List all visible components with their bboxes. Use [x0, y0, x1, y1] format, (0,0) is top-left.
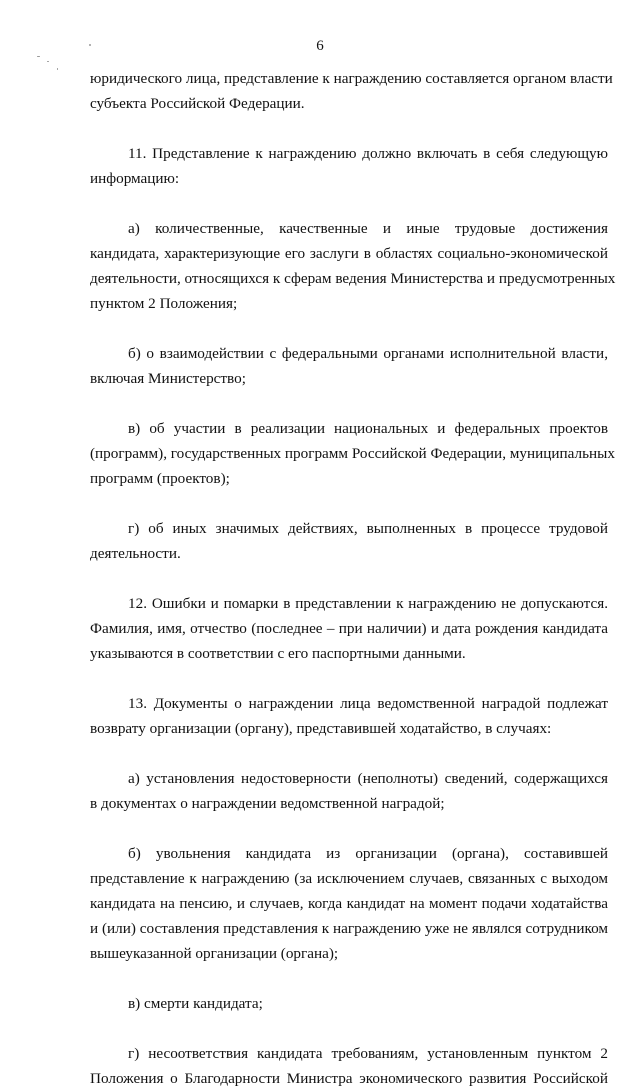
- text-line: вышеуказанной организации (органа);: [90, 945, 339, 962]
- text-line: 12. Ошибки и помарки в представлении к награждению не допускаются.: [128, 595, 608, 612]
- text-line: деятельности, относящихся к сферам ведения Министерства и предусмотренных: [90, 270, 616, 287]
- text-line: (программ), государственных программ Российской Федерации, муниципальных: [90, 445, 615, 462]
- text-line: г) несоответствия кандидата требованиям, установленным пунктом 2: [128, 1045, 608, 1062]
- scan-speck: [47, 61, 49, 62]
- text-line: включая Министерство;: [90, 370, 246, 387]
- text-line: юридического лица, представление к награждению составляется органом власти: [90, 70, 613, 87]
- paragraph-gap: [90, 741, 608, 766]
- text-line: указываются в соответствии с его паспортными данными.: [90, 645, 466, 662]
- text-line: кандидата, характеризующие его заслуги в областях социально-экономической: [90, 245, 608, 262]
- scan-speck: [57, 68, 58, 70]
- scan-speck: [37, 56, 40, 57]
- paragraph-gap: [90, 391, 608, 416]
- text-line: Положения о Благодарности Министра экономического развития Российской: [90, 1070, 608, 1087]
- page-number: 6: [316, 38, 324, 54]
- paragraph-gap: [90, 191, 608, 216]
- text-line: программ (проектов);: [90, 470, 230, 487]
- paragraph-gap: [90, 816, 608, 841]
- paragraph-gap: [90, 966, 608, 991]
- text-line: в документах о награждении ведомственной наградой;: [90, 795, 445, 812]
- text-line: а) установления недостоверности (неполноты) сведений, содержащихся: [128, 770, 608, 787]
- text-line: а) количественные, качественные и иные трудовые достижения: [128, 220, 608, 237]
- text-line: информацию:: [90, 170, 180, 187]
- text-line: представление к награждению (за исключением случаев, связанных с выходом: [90, 870, 608, 887]
- paragraph-gap: [90, 116, 608, 141]
- paragraph-gap: [90, 491, 608, 516]
- paragraph-gap: [90, 666, 608, 691]
- text-line: б) о взаимодействии с федеральными органами исполнительной власти,: [128, 345, 608, 362]
- text-line: субъекта Российской Федерации.: [90, 95, 305, 112]
- text-line: кандидата на пенсию, и случаев, когда кандидат на момент подачи ходатайства: [90, 895, 608, 912]
- text-line: в) об участии в реализации национальных и федеральных проектов: [128, 420, 608, 437]
- text-line: возврату организации (органу), представившей ходатайство, в случаях:: [90, 720, 552, 737]
- text-line: деятельности.: [90, 545, 181, 562]
- text-line: Фамилия, имя, отчество (последнее – при наличии) и дата рождения кандидата: [90, 620, 608, 637]
- text-line: пунктом 2 Положения;: [90, 295, 238, 312]
- text-line: 13. Документы о награждении лица ведомственной наградой подлежат: [128, 695, 608, 712]
- scan-speck: [89, 44, 91, 46]
- text-line: г) об иных значимых действиях, выполненных в процессе трудовой: [128, 520, 608, 537]
- text-line: б) увольнения кандидата из организации (органа), составившей: [128, 845, 608, 862]
- paragraph-gap: [90, 566, 608, 591]
- text-line: 11. Представление к награждению должно включать в себя следующую: [128, 145, 608, 162]
- paragraph-gap: [90, 316, 608, 341]
- text-line: в) смерти кандидата;: [128, 995, 263, 1012]
- text-line: и (или) составления представления к награждению уже не являлся сотрудником: [90, 920, 608, 937]
- paragraph-gap: [90, 1016, 608, 1041]
- document-body: [90, 66, 616, 1091]
